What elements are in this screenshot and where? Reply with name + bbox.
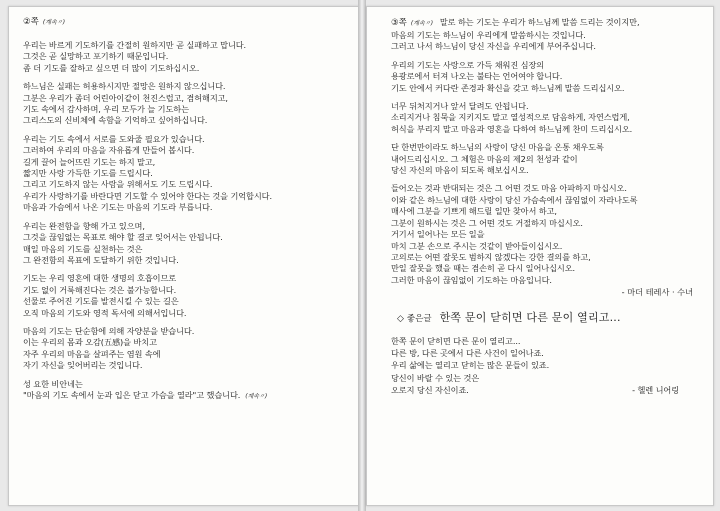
text-line: 그 완전함의 목표에 도달하기 위한 것입니다. — [23, 254, 179, 265]
text-line: 그리고 기도하지 않는 사람을 위해서도 기도 드립시다. — [23, 179, 213, 190]
text-line: 말로 하는 기도는 우리가 하느님께 말씀 드리는 것이지만, — [439, 17, 640, 27]
text-line: 소리지거나 침묵을 지키지도 말고 열성적으로 담음하게, 자연스럽게, — [391, 112, 630, 123]
paragraph — [23, 221, 349, 267]
paragraph — [391, 101, 703, 135]
poem-line: 오로지 당신 자신이죠. — [391, 385, 469, 396]
text-line: 오직 마음의 기도와 영적 독서에 의해서입니다. — [23, 307, 187, 318]
text-line: 허식을 부리지 말고 마음과 영혼을 다하여 하느님께 찬미 드리십시오. — [391, 123, 633, 134]
text-line: 길게 끌어 늘어뜨린 기도는 하지 말고, — [23, 156, 156, 167]
text-line: 용광로에서 터져 나오는 불타는 언어여야 합니다. — [391, 71, 563, 82]
text-line: 그러고 나서 하느님이 당신 자신을 우리에게 부어주십니다. — [391, 41, 596, 52]
text-line: 자기 자신을 잊어버리는 것입니다. — [23, 360, 143, 371]
diamond-icon: ◇ — [397, 313, 404, 324]
text-line: 자주 우리의 마음을 살펴주는 염원 속에 — [23, 348, 161, 359]
book-spine — [358, 0, 366, 511]
text-line: 고의로는 어떤 잘못도 범하지 않겠다는 강한 결의를 하고, — [391, 251, 591, 262]
poem-last-line — [391, 384, 703, 396]
paragraph — [391, 142, 703, 176]
poem — [391, 335, 703, 397]
text-line: 우리는 기도 속에서 서로를 도와줄 필요가 있습니다. — [23, 133, 205, 144]
good-writing-header — [397, 309, 703, 325]
text-line: 내어드리십시오. 그 체험은 마음의 제2의 천성과 같이 — [391, 153, 578, 164]
text-line: 마음과 가슴에서 나온 기도는 마음의 기도라 부릅니다. — [23, 202, 213, 213]
page-number: ③쪽 — [391, 18, 407, 28]
text-line: 그분은 우리가 좀더 어린아이같이 천진스럽고, 겸허해지고, — [23, 92, 228, 103]
text-line: 마음의 기도는 하느님이 우리에게 말씀하시는 것입니다. — [391, 30, 586, 40]
text-line: 기도 속에서 감사하며, 우리 모두가 늘 기도하는 — [23, 104, 189, 115]
poem-line: 한쪽 문이 닫히면 다른 문이 열리고... — [391, 335, 521, 346]
text-line: 그것을 끊임없는 목표로 해야 할 결코 잊어서는 안됩니다. — [23, 232, 223, 243]
poem-line: 우리 삶에는 열리고 닫히는 많은 문들이 있죠. — [391, 360, 550, 371]
text-line: 선물로 주어진 기도를 발전시킬 수 있는 길은 — [23, 296, 179, 307]
left-page-content — [23, 17, 349, 409]
text-line: 너무 뒤처지거나 앞서 달려도 안됩니다. — [391, 101, 529, 112]
right-page — [366, 6, 714, 506]
text-line: 짧지만 사랑 가득한 기도를 드립시다. — [23, 168, 153, 179]
text-line: 매사에 그분을 기쁘게 해드릴 일만 찾아서 하고, — [391, 206, 557, 217]
page-number-header — [391, 17, 703, 29]
paragraph — [391, 30, 703, 53]
text-line: 그리스도의 신비체에 속함을 기억하고 싶어하십니다. — [23, 115, 208, 126]
text-line: 그러한 마음이 끊임없이 기도하는 마음입니다. — [391, 274, 552, 285]
section-title: 한쪽 문이 닫히면 다른 문이 열리고... — [439, 310, 621, 324]
text-line: 우리의 기도는 사랑으로 가득 채워진 심장의 — [391, 59, 545, 70]
paragraph — [391, 183, 703, 286]
paragraph — [23, 273, 349, 319]
continued-note: (계속〃) — [245, 392, 268, 400]
tag-label: 좋은글 — [406, 313, 432, 324]
page-number: ②쪽 — [23, 17, 39, 27]
paragraph — [23, 40, 349, 74]
text-line: 마음의 기도는 단순함에 의해 자양분을 받습니다. — [23, 325, 195, 336]
text-line: 우리는 완전함을 향해 가고 있으며, — [23, 220, 145, 231]
continued-note: (계속〃) — [410, 20, 434, 27]
text-line: 그분이 원하시는 것은 그 어떤 것도 거절하지 마십시오. — [391, 217, 583, 228]
good-writing-tag — [397, 312, 432, 324]
text-line: 당신 자신의 마음이 되도록 해보십시오. — [391, 165, 529, 176]
text-line: 기도 안에서 커다란 존경과 확신을 갖고 하느님께 말씀 드리십시오. — [391, 82, 625, 93]
text-line: 매일 마음의 기도를 실천하는 것은 — [23, 243, 143, 254]
text-line: 우리가 사랑하기를 바란다면 기도할 수 있어야 한다는 것을 기억합시다. — [23, 190, 272, 201]
left-page — [8, 6, 360, 506]
paragraph — [23, 134, 349, 214]
text-line: 거기서 일어나는 모든 일을 — [391, 229, 485, 240]
text-line: 하느님은 실패는 허용하시지만 절망은 원하지 않으십니다. — [23, 81, 226, 92]
text-line — [23, 390, 349, 402]
text-line: 기도 없이 거룩해진다는 것은 불가능합니다. — [23, 284, 177, 295]
continued-note: (계속〃) — [42, 19, 66, 26]
text-line: 우리는 바르게 기도하기를 간절히 원하지만 곧 실패하고 맙니다. — [23, 40, 247, 50]
right-page-content — [391, 17, 703, 397]
text-line: 그것은 곧 실망하고 포기하기 때문입니다. — [23, 51, 169, 62]
text-line: 단 한번만이라도 하느님의 사랑이 당신 마음을 온통 채우도록 — [391, 142, 604, 153]
text-line: 기도는 우리 영혼에 대한 생명의 호흡이므로 — [23, 273, 177, 284]
text-line: 이와 같은 하느님에 대한 사랑이 당신 가슴속에서 끊임없이 자라나도록 — [391, 194, 638, 205]
text-line: 좀 더 기도를 잘하고 싶으면 더 많이 기도하십시오. — [23, 62, 200, 73]
text-line: 들어오는 것과 반대되는 것은 그 어떤 것도 마음 아파하지 마십시오. — [391, 183, 627, 194]
paragraph — [23, 326, 349, 372]
closing-paragraph — [23, 379, 349, 403]
page-number-header — [23, 17, 349, 28]
text-line: 이는 우리의 몸과 오감(五感)을 바치고 — [23, 337, 157, 348]
poem-line: 당신이 바랄 수 있는 것은 — [391, 372, 480, 383]
poem-author: - 헬렌 니어링 — [632, 385, 679, 396]
text-line: 그러하여 우리의 마음을 자유롭게 만들어 봅시다. — [23, 145, 195, 156]
poem-line: 다른 방, 다른 곳에서 다른 사건이 일어나죠. — [391, 347, 544, 358]
paragraph — [23, 81, 349, 127]
quote-text: "마음의 기도 속에서 눈과 입은 닫고 가슴을 열라"고 했습니다. — [23, 389, 241, 400]
attribution: - 마더 테레사 · 수녀 — [621, 287, 693, 298]
text-line: 마치 그분 손으로 주시는 것같이 받아들이십시오. — [391, 240, 563, 251]
text-line: 성 요한 비안네는 — [23, 378, 83, 389]
paragraph — [391, 60, 703, 94]
text-line: 만일 잘못을 했을 때는 겸손히 곧 다시 일어나십시오. — [391, 263, 576, 274]
